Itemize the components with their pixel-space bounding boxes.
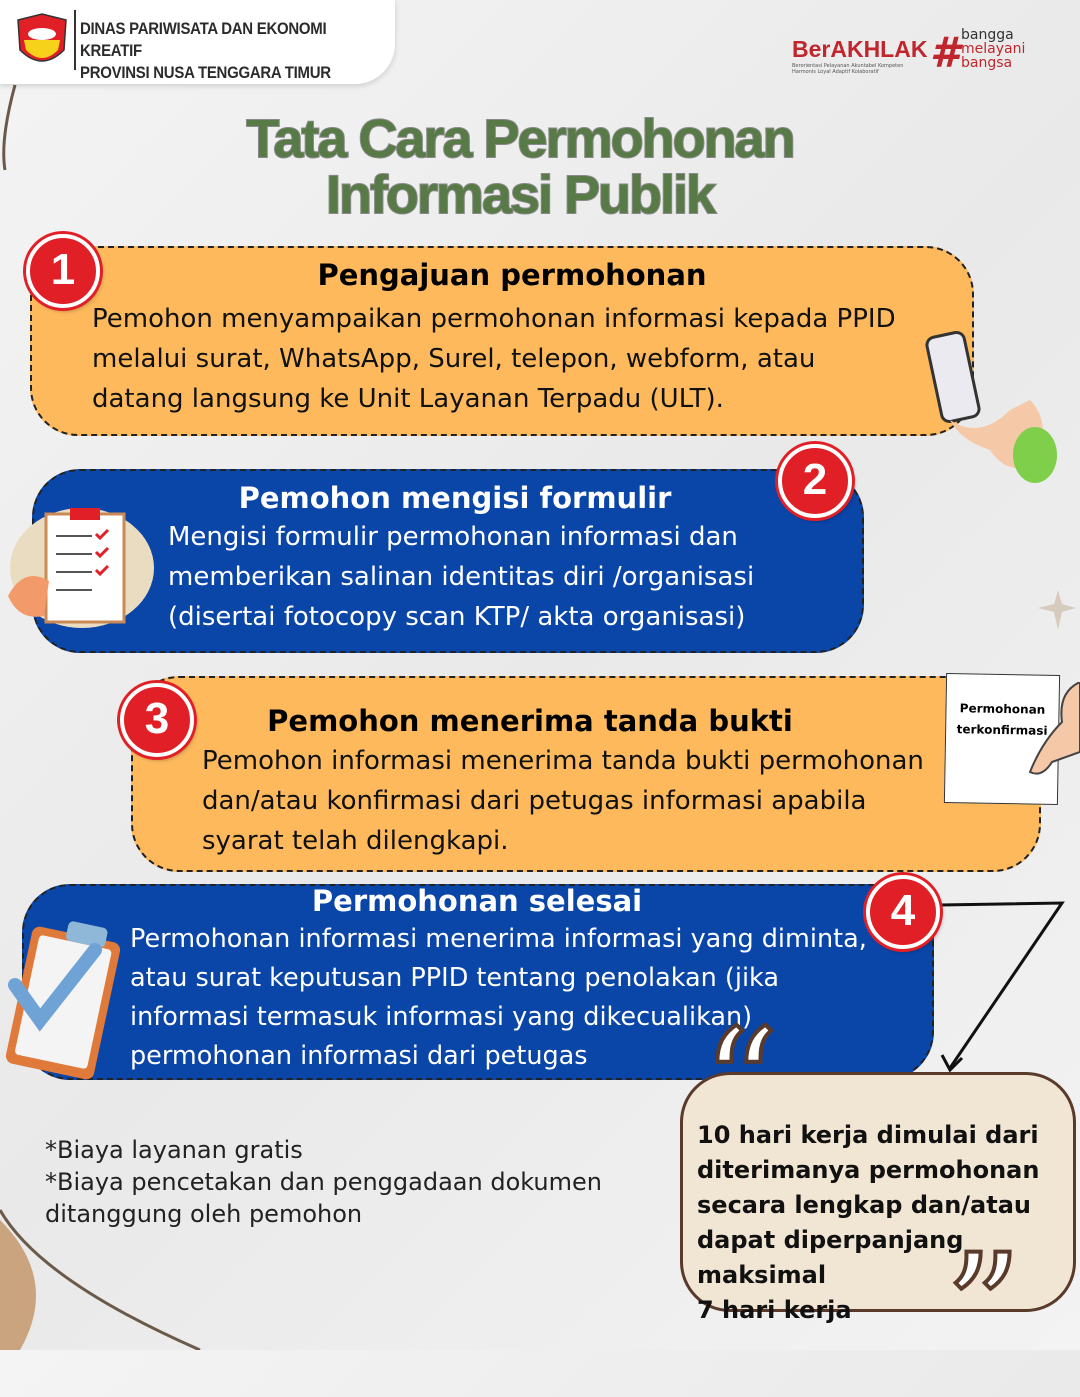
page-title-line-2: Informasi Publik: [325, 165, 715, 225]
step-1-badge: 1: [26, 234, 100, 308]
header-banner: [0, 0, 395, 84]
open-quote-icon: “: [702, 998, 779, 1172]
phone-hand-icon: [920, 330, 1060, 485]
org-line-1: DINAS PARIWISATA DAN EKONOMI KREATIF: [80, 19, 327, 60]
text-line: atau surat keputusan PPID tentang penolakan (jika: [130, 963, 779, 993]
close-quote-icon: ”: [945, 1223, 1022, 1397]
fee-notes: [45, 1134, 602, 1230]
step-3-heading: Pemohon menerima tanda bukti: [267, 704, 793, 738]
step-2-heading: Pemohon mengisi formulir: [238, 481, 672, 515]
callout-line: diterimanya permohonan: [697, 1156, 1040, 1184]
berakhlak-logo: [792, 36, 927, 75]
slogan-line: bangsa: [961, 55, 1013, 71]
text-line: informasi termasuk informasi yang dikecualikan): [130, 1002, 753, 1032]
step-3-badge: 3: [120, 683, 194, 757]
organization-name: [80, 18, 357, 84]
step-4-heading: Permohonan selesai: [311, 884, 643, 918]
page-title-line-1: Tata Cara Permohonan: [246, 109, 794, 169]
text-line: Permohonan informasi menerima informasi yang diminta,: [130, 924, 867, 954]
step-1-heading: Pengajuan permohonan: [317, 258, 707, 292]
hashtag-icon: #: [930, 28, 960, 77]
org-line-2: PROVINSI NUSA TENGGARA TIMUR: [80, 63, 331, 82]
callout-text: [697, 1118, 1080, 1328]
callout-line: dapat diperpanjang maksimal: [697, 1226, 964, 1289]
text-line: Pemohon informasi menerima tanda bukti permohonan: [202, 746, 924, 776]
brand-name: BerAKHLAK: [792, 36, 928, 62]
callout-line: 7 hari kerja: [697, 1296, 852, 1324]
ntt-logo: [14, 12, 70, 70]
clipboard-check-icon: [0, 915, 125, 1080]
note-line: *Biaya pencetakan dan penggadaan dokumen: [45, 1168, 602, 1196]
note-line: ditanggung oleh pemohon: [45, 1200, 363, 1228]
brand-tagline-2: Harmonis Loyal Adaptif Kolaboratif: [792, 69, 879, 75]
step-2-badge: 2: [778, 444, 852, 518]
callout-line: 10 hari kerja dimulai dari: [697, 1121, 1039, 1149]
slogan-line: melayani: [961, 41, 1026, 57]
callout-line: secara lengkap dan/atau: [697, 1191, 1032, 1219]
slogan-line: bangga: [961, 27, 1014, 43]
slogan: [961, 28, 1025, 70]
brand-tagline-1: Berorientasi Pelayanan Akuntabel Kompeten: [792, 63, 904, 69]
text-line: (disertai fotocopy scan KTP/ akta organisasi): [168, 602, 746, 632]
text-line: Mengisi formulir permohonan informasi dan: [168, 522, 738, 552]
text-line: permohonan informasi dari petugas: [130, 1041, 588, 1071]
step-4-badge: 4: [866, 875, 940, 949]
paper-line: Permohonan: [959, 701, 1046, 717]
text-line: melalui surat, WhatsApp, Surel, telepon, webform, atau: [92, 344, 816, 374]
paper-line: terkonfirmasi: [956, 722, 1048, 738]
text-line: datang langsung ke Unit Layanan Terpadu (ULT).: [92, 384, 724, 414]
step-2-text: [168, 517, 754, 637]
step-3-text: [202, 741, 924, 861]
step-1-text: [92, 299, 896, 419]
text-line: Pemohon menyampaikan permohonan informasi kepada PPID: [92, 304, 896, 334]
text-line: dan/atau konfirmasi dari petugas informasi apabila: [202, 786, 867, 816]
text-line: memberikan salinan identitas diri /organisasi: [168, 562, 755, 592]
clipboard-form-icon: [4, 506, 154, 631]
header-divider: [74, 10, 76, 70]
hand-icon: [1022, 682, 1080, 782]
text-line: syarat telah dilengkapi.: [202, 826, 509, 856]
note-line: *Biaya layanan gratis: [45, 1136, 303, 1164]
